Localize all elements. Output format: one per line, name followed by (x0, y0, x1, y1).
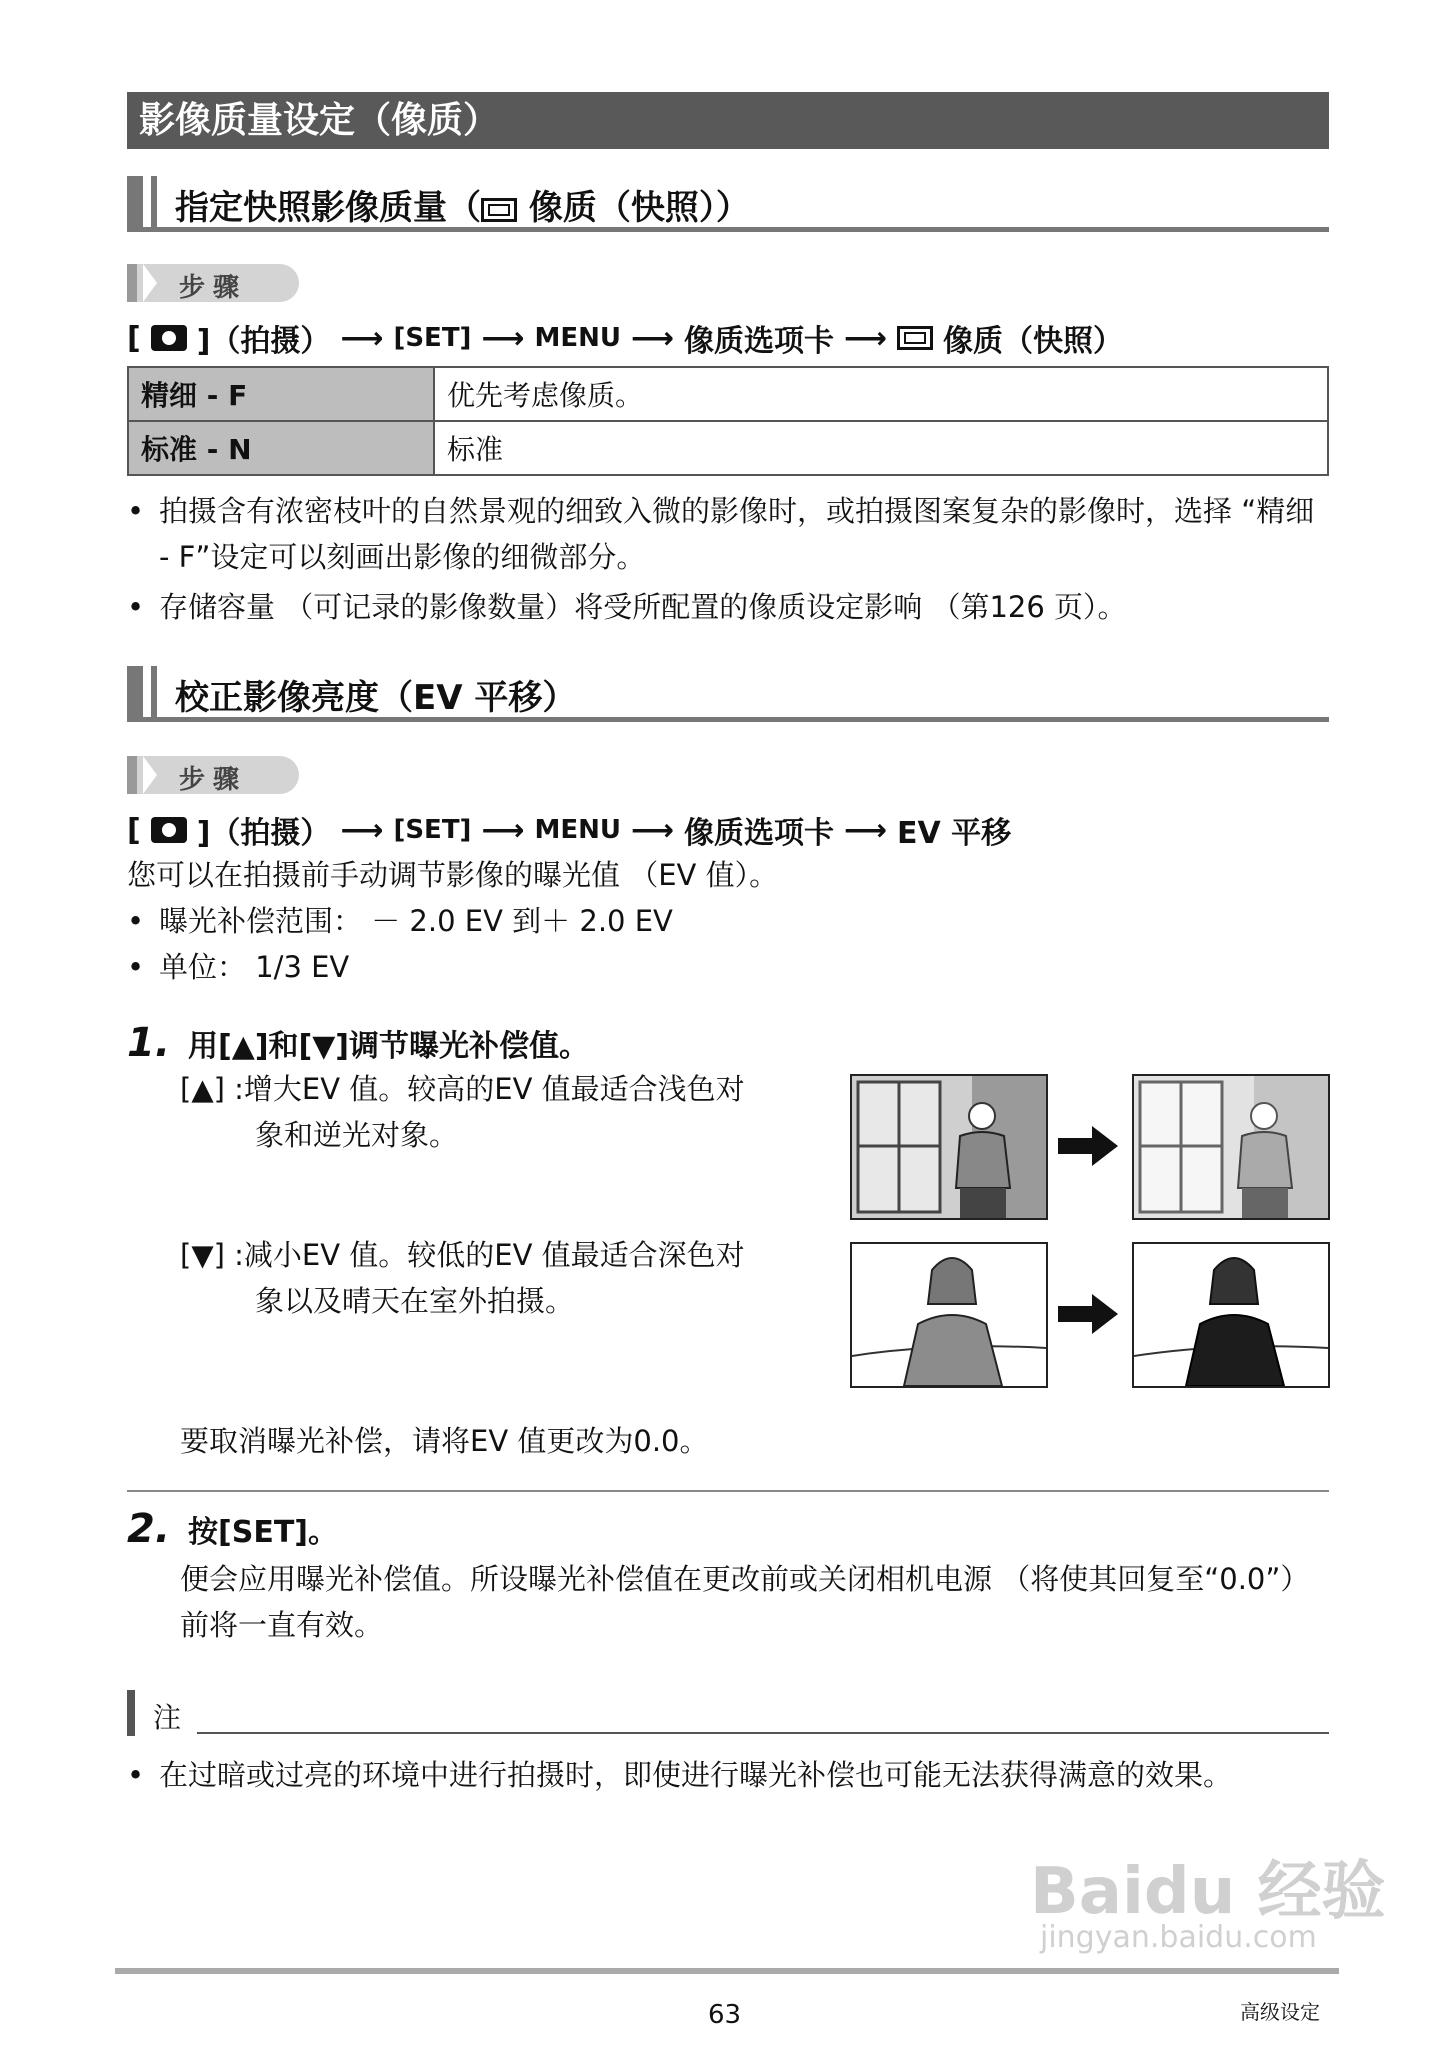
example-photo-before-bright (850, 1074, 1048, 1220)
camera-icon (151, 325, 187, 351)
bullet-item: • 单位： 1/3 EV (127, 950, 350, 984)
step-1-heading (127, 1020, 589, 1066)
snapshot-frame-icon (897, 326, 933, 350)
footer-rule (115, 1968, 1339, 1974)
note-label: 注 (153, 1701, 182, 1734)
steps-label: 步骤 (179, 765, 248, 795)
table-row (128, 421, 1328, 475)
example-photo-after-bright (1132, 1074, 1330, 1220)
subsection-title: 指定快照影像质量（ (175, 188, 481, 228)
cancel-ev-note: 要取消曝光补偿，请将EV 值更改为0.0。 (180, 1424, 709, 1458)
arrow-icon: ⟶ (340, 812, 384, 848)
menu-path-snapshot-quality: [ ]（拍摄） ⟶ [SET] ⟶ MENU ⟶ 像质选项卡 ⟶ 像质（快照） (127, 320, 1124, 359)
step-title: 按[SET]。 (188, 1515, 339, 1550)
table-row (128, 367, 1328, 421)
page-section-title: 影像质量设定（像质） (127, 92, 1329, 149)
chapter-label: 高级设定 (1240, 2000, 1320, 2024)
step-2-description: 便会应用曝光补偿值。所设曝光补偿值在更改前或关闭相机电源 （将使其回复至“0.0”）前将一直有效。 (180, 1562, 1310, 1642)
arrow-icon: ⟶ (630, 320, 674, 356)
arrow-icon: ⟶ (844, 812, 888, 848)
arrow-icon: ⟶ (481, 812, 525, 848)
bullet-item: • 存储容量 （可记录的影像数量）将受所配置的像质设定影响 （第126 页）。 (127, 590, 1127, 624)
subsection-header-ev-shift (127, 666, 1329, 722)
menu-path-ev-shift: [ ]（拍摄） ⟶ [SET] ⟶ MENU ⟶ 像质选项卡 ⟶ EV 平移 (127, 812, 1012, 851)
arrow-icon: ⟶ (481, 320, 525, 356)
example-photo-after-dark (1132, 1242, 1330, 1388)
note-header (127, 1690, 1329, 1738)
watermark-logo: Baidu 经验 (1030, 1855, 1386, 1929)
steps-label-pill (127, 756, 299, 794)
ev-intro: 您可以在拍摄前手动调节影像的曝光值 （EV 值）。 (127, 858, 779, 892)
arrow-icon: ⟶ (844, 320, 888, 356)
arrow-right-icon (1058, 1126, 1118, 1170)
page-number: 63 (708, 2000, 742, 2030)
ev-increase-description-cont: 象和逆光对象。 (255, 1118, 459, 1152)
bullet-item: • 在过暗或过亮的环境中进行拍摄时，即使进行曝光补偿也可能无法获得满意的效果。 (127, 1758, 1233, 1792)
step-2-heading (127, 1506, 338, 1552)
example-photo-before-dark (850, 1242, 1048, 1388)
option-key: 标准 - N (128, 421, 434, 475)
option-value: 优先考虑像质。 (434, 367, 1328, 421)
option-key: 精细 - F (128, 367, 434, 421)
step-title: 用[▲]和[▼]调节曝光补偿值。 (188, 1029, 590, 1064)
steps-label: 步骤 (179, 273, 248, 303)
ev-decrease-description-cont: 象以及晴天在室外拍摄。 (255, 1284, 575, 1318)
steps-label-pill (127, 264, 299, 302)
arrow-icon: ⟶ (340, 320, 384, 356)
option-value: 标准 (434, 421, 1328, 475)
subsection-title: 校正影像亮度（EV 平移） (175, 678, 577, 718)
subsection-header-snapshot-quality (127, 176, 1329, 232)
bullet-item: • 曝光补偿范围： － 2.0 EV 到＋ 2.0 EV (127, 904, 673, 938)
camera-icon (151, 817, 187, 843)
step-number: 1. (127, 1020, 171, 1066)
subsection-title-tail: 像质（快照）） (528, 188, 750, 228)
ev-increase-description: [▲] :增大EV 值。较高的EV 值最适合浅色对 (180, 1072, 745, 1106)
snapshot-frame-icon (481, 198, 517, 222)
step-number: 2. (127, 1506, 171, 1552)
bullet-item: • 拍摄含有浓密枝叶的自然景观的细致入微的影像时，或拍摄图案复杂的影像时，选择 “精细 - F”设定可以刻画出影像的细微部分。 (127, 494, 1315, 574)
arrow-icon: ⟶ (630, 812, 674, 848)
ev-decrease-description: [▼] :减小EV 值。较低的EV 值最适合深色对 (180, 1238, 745, 1272)
arrow-right-icon (1058, 1294, 1118, 1338)
quality-options-table (127, 366, 1329, 476)
divider (127, 1490, 1329, 1492)
watermark-url: jingyan.baidu.com (1040, 1920, 1317, 1955)
